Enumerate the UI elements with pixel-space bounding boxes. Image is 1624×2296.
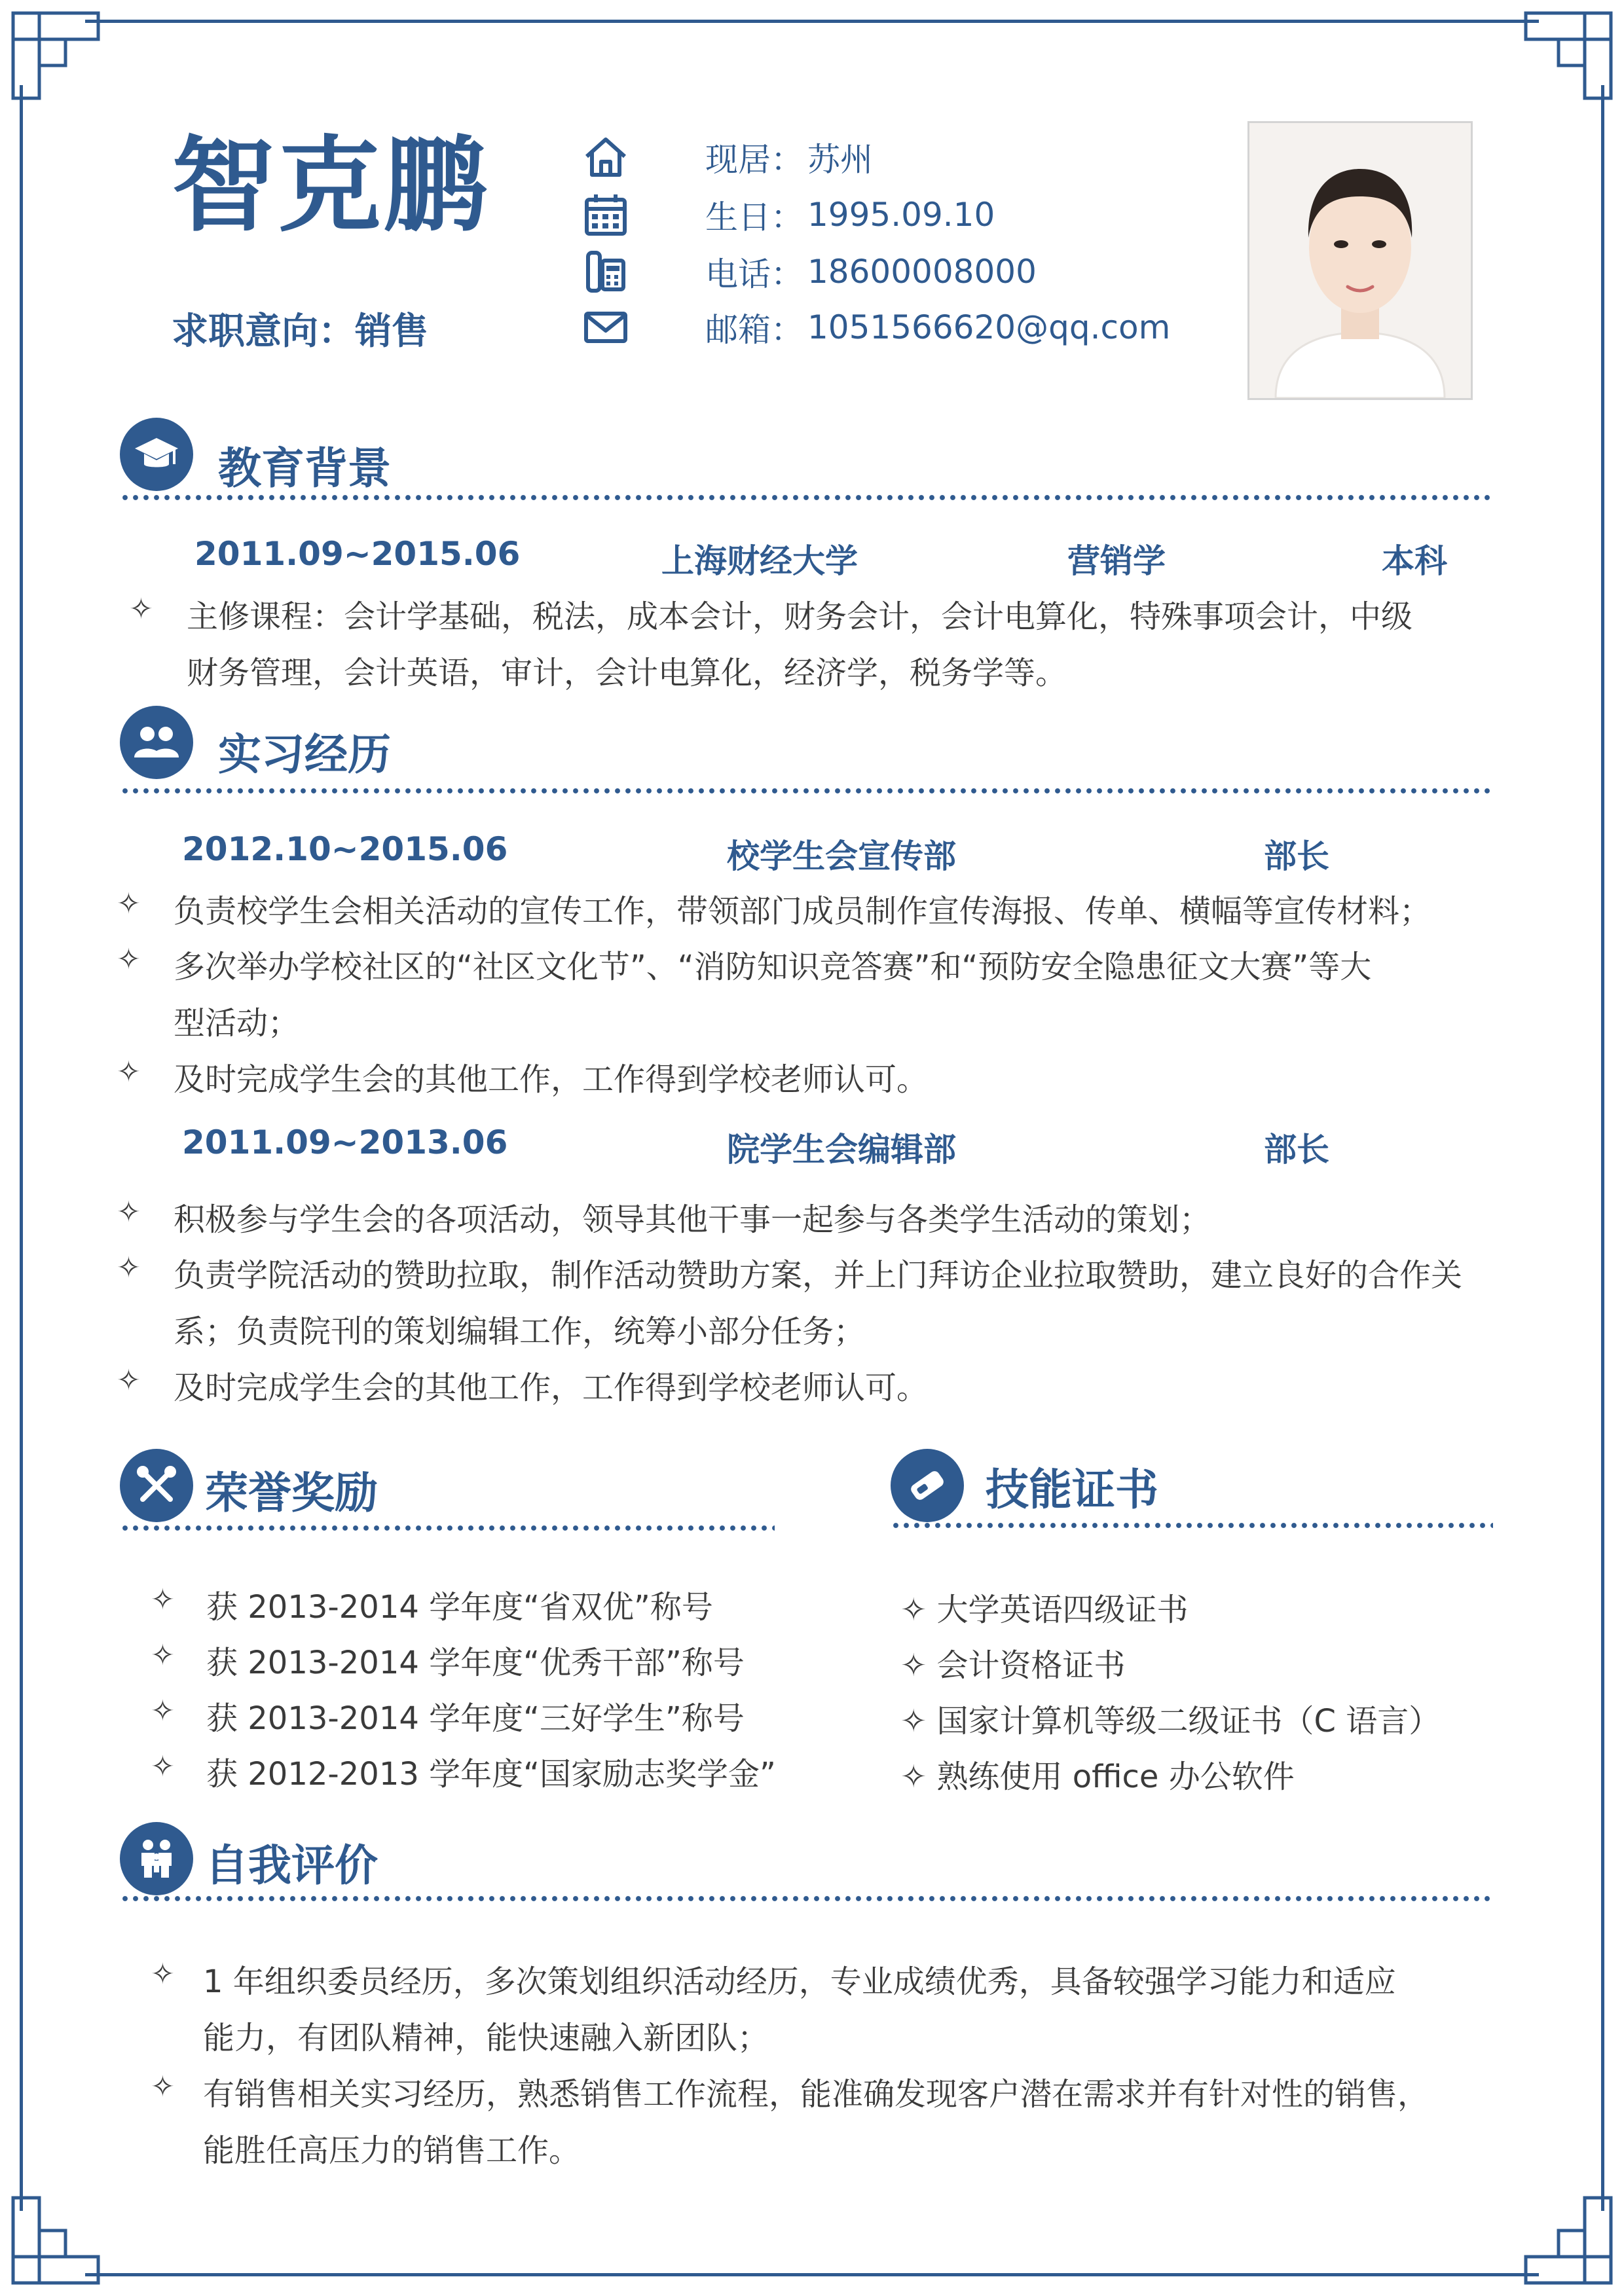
job2-org: 院学生会编辑部 <box>727 1131 956 1169</box>
home-icon <box>580 131 632 183</box>
job2-item-2: 负责学院活动的赞助拉取，制作活动赞助方案，并上门拜访企业拉取赞助，建立良好的合作关 <box>174 1257 1463 1294</box>
honors-divider <box>120 1525 775 1531</box>
education-school: 上海财经大学 <box>661 542 858 580</box>
corner-ornament-bottom-right <box>1519 2191 1617 2289</box>
education-divider <box>120 495 1492 500</box>
contact-phone <box>580 246 1037 298</box>
graduation-cap-icon <box>120 418 193 491</box>
job1-role: 部长 <box>1264 837 1329 875</box>
education-bullet: ✧ <box>129 592 153 626</box>
corner-ornament-bottom-left <box>7 2191 105 2289</box>
honor-item-4: 获 2012-2013 学年度“国家励志奖学金” <box>206 1756 776 1793</box>
skill-item-3: ✧ 国家计算机等级二级证书（C 语言） <box>900 1703 1441 1740</box>
contact-email-label: 邮箱： <box>705 311 803 349</box>
self-eval-item-2-cont: 能胜任高压力的销售工作。 <box>203 2132 581 2169</box>
self-eval-bullet-1: ✧ <box>151 1958 175 1991</box>
job-intent-value: 销售 <box>355 310 428 353</box>
education-courses-line1: 主修课程：会计学基础，税法，成本会计，财务会计，会计电算化，特殊事项会计，中级 <box>187 598 1413 635</box>
tools-icon <box>120 1449 193 1522</box>
job2-bullet-2: ✧ <box>117 1251 141 1285</box>
job2-bullet-3: ✧ <box>117 1364 141 1397</box>
job1-period: 2012.10~2015.06 <box>182 830 508 868</box>
self-eval-item-2: 有销售相关实习经历，熟悉销售工作流程，能准确发现客户潜在需求并有针对性的销售， <box>203 2076 1430 2113</box>
mail-icon <box>580 301 632 354</box>
honor-bullet-2: ✧ <box>151 1639 175 1672</box>
job2-period: 2011.09~2013.06 <box>182 1123 508 1161</box>
skills-divider <box>891 1523 1493 1528</box>
education-title: 教育背景 <box>218 443 391 494</box>
contact-email-value: 1051566620@qq.com <box>807 308 1171 346</box>
corner-ornament-top-right <box>1519 7 1617 105</box>
job1-bullet-3: ✧ <box>117 1055 141 1089</box>
honor-bullet-4: ✧ <box>151 1750 175 1783</box>
self-eval-bullet-2: ✧ <box>151 2070 175 2104</box>
job1-bullet-2: ✧ <box>117 943 141 976</box>
job2-item-3: 及时完成学生会的其他工作，工作得到学校老师认可。 <box>174 1370 929 1406</box>
calendar-icon <box>580 189 632 241</box>
honor-item-1: 获 2013-2014 学年度“省双优”称号 <box>206 1589 713 1626</box>
contact-phone-value: 18600008000 <box>807 253 1037 291</box>
contact-residence-label: 现居： <box>705 141 803 179</box>
education-major: 营销学 <box>1067 542 1166 580</box>
skill-item-4: ✧ 熟练使用 office 办公软件 <box>900 1758 1295 1795</box>
job2-role: 部长 <box>1264 1131 1329 1169</box>
job1-item-2: 多次举办学校社区的“社区文化节”、“消防知识竞答赛”和“预防安全隐患征文大赛”等大 <box>174 949 1372 985</box>
honor-item-3: 获 2013-2014 学年度“三好学生”称号 <box>206 1700 745 1737</box>
job2-bullet-1: ✧ <box>117 1195 141 1229</box>
team-icon <box>120 706 193 779</box>
skill-item-1: ✧ 大学英语四级证书 <box>900 1592 1189 1628</box>
job1-bullet-1: ✧ <box>117 887 141 920</box>
job1-org: 校学生会宣传部 <box>727 837 956 875</box>
people-icon <box>120 1822 193 1895</box>
internship-title: 实习经历 <box>218 729 391 780</box>
education-courses-line2: 财务管理，会计英语，审计，会计电算化，经济学，税务学等。 <box>187 655 1067 691</box>
self-eval-item-1: 1 年组织委员经历，多次策划组织活动经历，专业成绩优秀，具备较强学习能力和适应 <box>203 1963 1396 2000</box>
profile-photo <box>1247 121 1473 400</box>
job-intent-label: 求职意向： <box>172 310 355 353</box>
job2-item-1: 积极参与学生会的各项活动，领导其他干事一起参与各类学生活动的策划； <box>174 1201 1211 1238</box>
certificate-icon <box>891 1449 964 1522</box>
job1-item-3: 及时完成学生会的其他工作，工作得到学校老师认可。 <box>174 1061 929 1098</box>
contact-birthday <box>580 189 995 241</box>
contact-phone-label: 电话： <box>705 255 803 293</box>
contact-birthday-value: 1995.09.10 <box>807 196 995 234</box>
internship-divider <box>120 788 1492 793</box>
education-degree: 本科 <box>1382 542 1447 580</box>
contact-birthday-label: 生日： <box>705 198 803 236</box>
self-eval-divider <box>120 1896 1492 1901</box>
skill-item-2: ✧ 会计资格证书 <box>900 1647 1126 1684</box>
contact-residence <box>580 131 873 183</box>
candidate-name: 智克鹏 <box>172 126 490 246</box>
job-intent <box>172 302 428 355</box>
education-period: 2011.09~2015.06 <box>194 535 521 573</box>
contact-email <box>580 301 1170 354</box>
honor-item-2: 获 2013-2014 学年度“优秀干部”称号 <box>206 1645 745 1681</box>
phone-icon <box>580 246 632 298</box>
honor-bullet-3: ✧ <box>151 1694 175 1728</box>
honor-bullet-1: ✧ <box>151 1583 175 1616</box>
job2-item-2-cont: 系；负责院刊的策划编辑工作，统筹小部分任务； <box>174 1313 866 1350</box>
job1-item-1: 负责校学生会相关活动的宣传工作，带领部门成员制作宣传海报、传单、横幅等宣传材料； <box>174 893 1431 930</box>
self-eval-item-1-cont: 能力，有团队精神，能快速融入新团队； <box>203 2020 769 2056</box>
honors-title: 荣誉奖励 <box>205 1468 378 1518</box>
corner-ornament-top-left <box>7 7 105 105</box>
self-eval-title: 自我评价 <box>205 1840 378 1891</box>
contact-residence-value: 苏州 <box>807 141 873 179</box>
job1-item-2-cont: 型活动； <box>174 1005 300 1042</box>
skills-title: 技能证书 <box>986 1465 1158 1515</box>
